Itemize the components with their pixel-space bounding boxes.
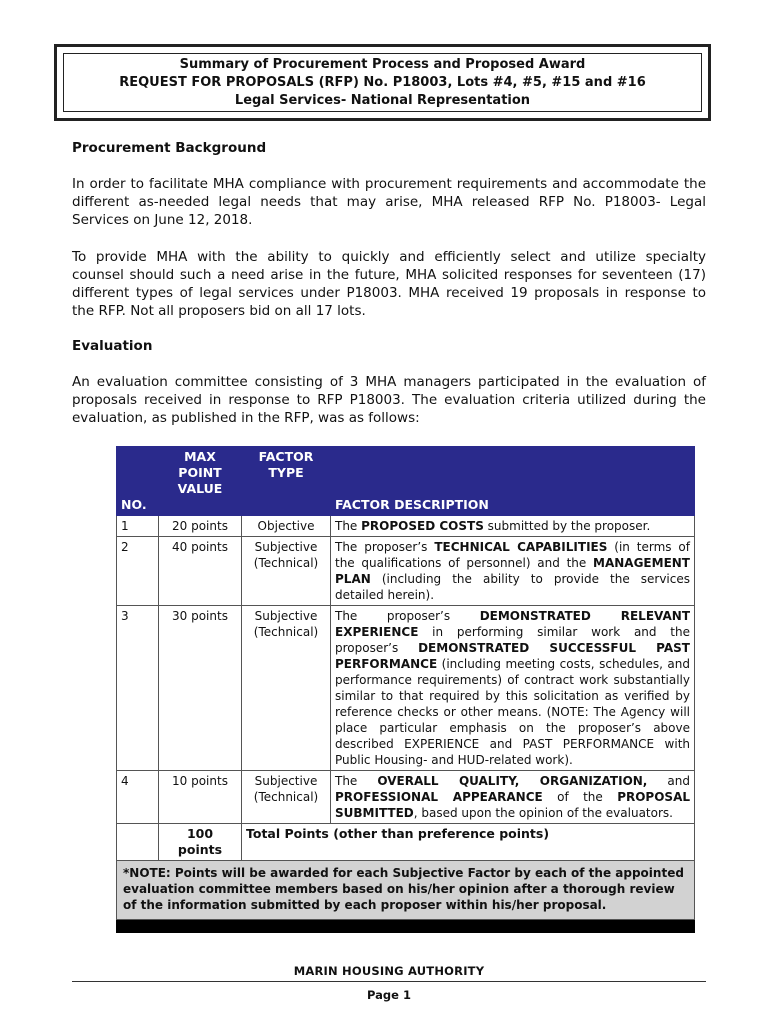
table-row bbox=[117, 771, 695, 824]
description-text: The bbox=[335, 519, 362, 533]
row-factor-description bbox=[331, 606, 695, 771]
row-max-points: 30 points bbox=[159, 606, 242, 771]
title-line-1: Summary of Procurement Process and Proposed Award bbox=[179, 56, 586, 72]
table-row bbox=[117, 537, 695, 606]
description-emphasis: PROPOSAL SUBMITTED bbox=[335, 790, 690, 820]
row-factor-type bbox=[242, 606, 331, 771]
row-factor-description bbox=[331, 537, 695, 606]
header-max-point-value bbox=[159, 447, 242, 516]
header-max-point: MAX POINT bbox=[178, 449, 222, 480]
description-text: The bbox=[335, 774, 378, 788]
total-row bbox=[117, 824, 695, 861]
description-text: , based upon the opinion of the evaluators. bbox=[413, 806, 673, 820]
text-line: evaluation, as published in the RFP, was as follows: bbox=[72, 410, 420, 426]
text-line: Services on June 12, 2018. bbox=[72, 212, 253, 228]
row-factor-type bbox=[242, 771, 331, 824]
text-line: An evaluation committee consisting of 3 MHA managers participated in the evaluation of bbox=[72, 374, 706, 390]
description-text: (including meeting costs, schedules, and performance requirements) of contract work substantially similar to that required by this solicitation as verified by reference checks or other means. (NOTE: The Agency will place particular emphasis on the proposer’s above described EXPERIENCE and PAST PERFORMANCE with Public Housing- and HUD-related work). bbox=[335, 657, 690, 767]
row-max-points: 40 points bbox=[159, 537, 242, 606]
title-line-2: REQUEST FOR PROPOSALS (RFP) No. P18003, Lots #4, #5, #15 and #16 bbox=[119, 74, 646, 90]
row-number: 1 bbox=[117, 516, 159, 537]
header-factor-description: FACTOR DESCRIPTION bbox=[331, 447, 695, 516]
row-max-points: 10 points bbox=[159, 771, 242, 824]
text-line: proposals received in response to RFP P18003. The evaluation criteria utilized during the bbox=[72, 392, 706, 408]
row-factor-type bbox=[242, 516, 331, 537]
factor-type-label: Objective bbox=[257, 519, 315, 533]
total-points: 100 points bbox=[159, 824, 242, 861]
table-bottom-bar bbox=[117, 920, 695, 933]
note-text: *NOTE: Points will be awarded for each Subjective Factor by each of the appointed evaluation committee members based on his/her opinion after a thorough review of the information submitted by each proposer within his/her proposal. bbox=[117, 861, 695, 920]
note-row bbox=[117, 861, 695, 920]
background-paragraph-2 bbox=[72, 248, 706, 320]
factor-type-qualifier: (Technical) bbox=[253, 625, 319, 639]
footer-divider bbox=[72, 981, 706, 982]
description-text: The proposer’s bbox=[335, 609, 480, 623]
evaluation-criteria-table bbox=[116, 446, 695, 933]
title-line-3: Legal Services- National Representation bbox=[234, 92, 531, 108]
procurement-background-heading: Procurement Background bbox=[72, 140, 267, 156]
description-emphasis: PROFESSIONAL APPEARANCE bbox=[335, 790, 543, 804]
row-factor-description bbox=[331, 516, 695, 537]
table-body bbox=[117, 516, 695, 824]
row-factor-description bbox=[331, 771, 695, 824]
row-number: 2 bbox=[117, 537, 159, 606]
row-number: 4 bbox=[117, 771, 159, 824]
total-label: Total Points (other than preference points) bbox=[242, 824, 695, 861]
text-line: In order to facilitate MHA compliance with procurement requirements and accommodate the bbox=[72, 176, 706, 192]
description-emphasis: MANAGEMENT PLAN bbox=[335, 556, 690, 586]
factor-type-label: Subjective bbox=[254, 540, 318, 554]
factor-type-label: Subjective bbox=[254, 609, 318, 623]
footer-page-number: Page 1 bbox=[367, 988, 411, 1002]
description-text: and bbox=[647, 774, 690, 788]
header-factor-type bbox=[242, 447, 331, 516]
header-value: VALUE bbox=[177, 481, 223, 496]
description-emphasis: OVERALL QUALITY, ORGANIZATION, bbox=[377, 774, 648, 788]
footer-organization: MARIN HOUSING AUTHORITY bbox=[293, 964, 485, 978]
row-factor-type bbox=[242, 537, 331, 606]
background-paragraph-1 bbox=[72, 175, 706, 229]
text-line: different types of legal services under P18003. MHA received 19 proposals in response to bbox=[72, 285, 706, 301]
factor-type-qualifier: (Technical) bbox=[253, 556, 319, 570]
total-spacer bbox=[117, 824, 159, 861]
text-line: counsel should such a need arise in the future, MHA solicited responses for seventeen (17) bbox=[72, 267, 706, 283]
description-text: (including the ability to provide the services detailed herein). bbox=[335, 572, 690, 602]
factor-type-qualifier: (Technical) bbox=[253, 790, 319, 804]
table-row bbox=[117, 606, 695, 771]
description-emphasis: DEMONSTRATED SUCCESSFUL PAST PERFORMANCE bbox=[335, 641, 690, 671]
text-line: the RFP. Not all proposers bid on all 17 lots. bbox=[72, 303, 366, 319]
description-emphasis: PROPOSED COSTS bbox=[361, 519, 484, 533]
description-text: of the bbox=[542, 790, 618, 804]
description-emphasis: TECHNICAL CAPABILITIES bbox=[434, 540, 608, 554]
evaluation-heading: Evaluation bbox=[72, 338, 153, 354]
factor-type-label: Subjective bbox=[254, 774, 318, 788]
header-factor: FACTOR bbox=[258, 449, 314, 464]
text-line: To provide MHA with the ability to quickly and efficiently select and utilize specialty bbox=[72, 249, 706, 265]
title-box-inner bbox=[63, 53, 702, 112]
evaluation-paragraph bbox=[72, 373, 706, 427]
description-emphasis: DEMONSTRATED RELEVANT EXPERIENCE bbox=[335, 609, 691, 639]
page-footer bbox=[72, 964, 706, 1002]
black-bar bbox=[117, 920, 695, 933]
text-line: different as-needed legal needs that may arise, MHA released RFP No. P18003- Legal bbox=[72, 194, 706, 210]
table-row bbox=[117, 516, 695, 537]
description-text: (in terms of the qualifications of personnel) and the bbox=[335, 540, 691, 570]
row-number: 3 bbox=[117, 606, 159, 771]
description-text: submitted by the proposer. bbox=[483, 519, 651, 533]
title-box bbox=[54, 44, 711, 121]
description-text: The proposer’s bbox=[335, 540, 435, 554]
description-text: in performing similar work and the proposer’s bbox=[335, 625, 690, 655]
row-max-points: 20 points bbox=[159, 516, 242, 537]
header-type: TYPE bbox=[268, 465, 304, 480]
header-no: NO. bbox=[117, 447, 159, 516]
table-header-row bbox=[117, 447, 695, 516]
